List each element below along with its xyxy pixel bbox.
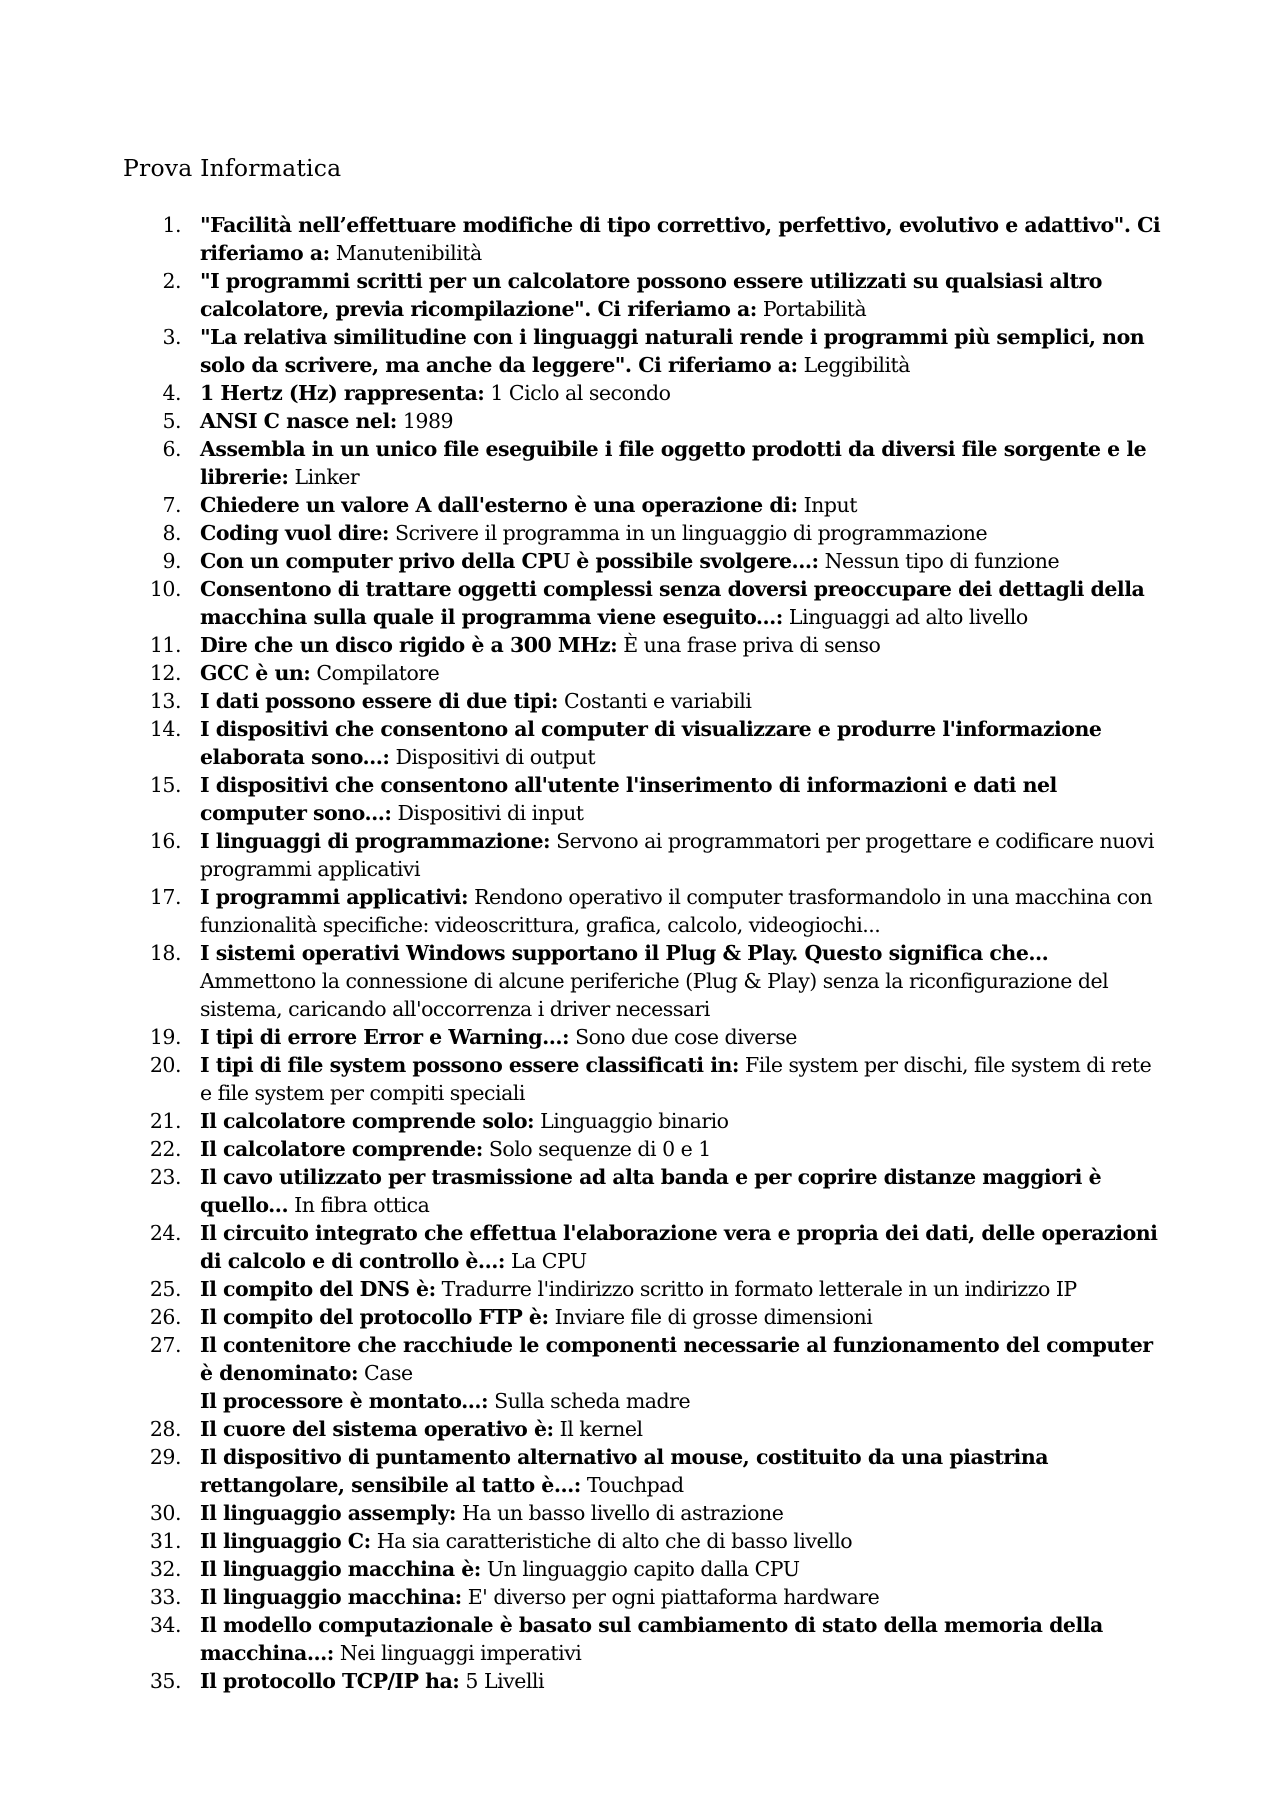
answer-text: Dispositivi di input	[397, 801, 584, 825]
item-number: 23.	[149, 1165, 181, 1189]
list-item	[0, 1051, 1280, 1107]
list-item	[0, 1443, 1280, 1499]
answer-text: Touchpad	[586, 1473, 684, 1497]
question-text: Con un computer privo della CPU è possibile svolgere...:	[200, 549, 819, 573]
question-text: Il linguaggio C:	[200, 1529, 371, 1553]
list-item	[0, 1499, 1280, 1527]
item-number: 16.	[149, 829, 181, 853]
question-text: Il linguaggio assemply:	[200, 1501, 456, 1525]
answer-text: In fibra ottica	[294, 1193, 430, 1217]
answer-text: Linguaggi ad alto livello	[788, 605, 1028, 629]
item-number: 29.	[149, 1445, 181, 1469]
extra-answer-text: Sulla scheda madre	[494, 1389, 691, 1413]
answer-text: Solo sequenze di 0 e 1	[488, 1137, 711, 1161]
list-item	[0, 491, 1280, 519]
answer-text: Rendono operativo il computer trasformandolo in una macchina con funzionalità specifiche: videoscrittura, grafica, calcolo, videogiochi...	[200, 885, 1153, 937]
answer-text: Nessun tipo di funzione	[824, 549, 1060, 573]
item-number: 33.	[149, 1585, 181, 1609]
item-number: 22.	[149, 1137, 181, 1161]
question-text: "Facilità nell’effettuare modifiche di tipo correttivo, perfettivo, evolutivo e adattivo". Ci riferiamo a:	[200, 213, 1161, 265]
list-item	[0, 1275, 1280, 1303]
list-item	[0, 1107, 1280, 1135]
item-number: 21.	[149, 1109, 181, 1133]
extra-line	[200, 1387, 1162, 1415]
item-number: 7.	[162, 493, 181, 517]
answer-text: Costanti e variabili	[564, 689, 752, 713]
question-text: I dispositivi che consentono all'utente l'inserimento di informazioni e dati nel computer sono...:	[200, 773, 1057, 825]
item-number: 28.	[149, 1417, 181, 1441]
answer-text: 5 Livelli	[465, 1669, 545, 1693]
list-item	[0, 631, 1280, 659]
list-item	[0, 211, 1280, 267]
answer-text: Input	[803, 493, 857, 517]
item-number: 2.	[162, 269, 181, 293]
question-text: I sistemi operativi Windows supportano il Plug & Play. Questo significa che...	[200, 941, 1049, 965]
list-item	[0, 715, 1280, 771]
question-text: Chiedere un valore A dall'esterno è una operazione di:	[200, 493, 798, 517]
question-text: Il circuito integrato che effettua l'elaborazione vera e propria dei dati, delle operazioni di calcolo e di controllo è...:	[200, 1221, 1158, 1273]
list-item	[0, 1555, 1280, 1583]
question-text: GCC è un:	[200, 661, 311, 685]
item-number: 25.	[149, 1277, 181, 1301]
answer-text: Linguaggio binario	[540, 1109, 729, 1133]
answer-text: Servono ai programmatori per progettare e codificare nuovi programmi applicativi	[200, 829, 1154, 881]
answer-text: Ha sia caratteristiche di alto che di basso livello	[376, 1529, 853, 1553]
item-number: 15.	[149, 773, 181, 797]
item-number: 11.	[149, 633, 181, 657]
list-item	[0, 379, 1280, 407]
item-number: 4.	[162, 381, 181, 405]
item-number: 31.	[149, 1529, 181, 1553]
answer-text: Compilatore	[316, 661, 440, 685]
item-number: 12.	[149, 661, 181, 685]
item-number: 17.	[149, 885, 181, 909]
item-number: 34.	[149, 1613, 181, 1637]
item-number: 30.	[149, 1501, 181, 1525]
question-text: Il calcolatore comprende solo:	[200, 1109, 535, 1133]
question-text: ANSI C nasce nel:	[200, 409, 397, 433]
question-text: I dati possono essere di due tipi:	[200, 689, 558, 713]
list-item	[0, 1583, 1280, 1611]
item-number: 5.	[162, 409, 181, 433]
answer-text: Un linguaggio capito dalla CPU	[486, 1557, 800, 1581]
list-item	[0, 1527, 1280, 1555]
answer-text: La CPU	[510, 1249, 587, 1273]
list-item	[0, 659, 1280, 687]
item-number: 1.	[162, 213, 181, 237]
question-text: I programmi applicativi:	[200, 885, 469, 909]
question-text: Il dispositivo di puntamento alternativo al mouse, costituito da una piastrina rettangolare, sensibile al tatto è...:	[200, 1445, 1049, 1497]
question-text: Il compito del protocollo FTP è:	[200, 1305, 549, 1329]
answer-text: Portabilità	[762, 297, 867, 321]
answer-text: Il kernel	[559, 1417, 643, 1441]
answer-text: 1989	[402, 409, 454, 433]
item-number: 10.	[149, 577, 181, 601]
document-title: Prova Informatica	[123, 154, 342, 182]
answer-text: Ammettono la connessione di alcune periferiche (Plug & Play) senza la riconfigurazione del sistema, caricando all'occorrenza i driver necessari	[200, 969, 1109, 1021]
answer-text: Tradurre l'indirizzo scritto in formato letterale in un indirizzo IP	[441, 1277, 1077, 1301]
question-text: Il linguaggio macchina è:	[200, 1557, 481, 1581]
question-text: Consentono di trattare oggetti complessi senza doversi preoccupare dei dettagli della macchina sulla quale il programma viene eseguito...:	[200, 577, 1145, 629]
list-item	[0, 1303, 1280, 1331]
answer-text: Leggibilità	[803, 353, 910, 377]
answer-text: Scrivere il programma in un linguaggio di programmazione	[394, 521, 988, 545]
question-text: 1 Hertz (Hz) rappresenta:	[200, 381, 485, 405]
list-item	[0, 547, 1280, 575]
question-text: Il cavo utilizzato per trasmissione ad alta banda e per coprire distanze maggiori è quello...	[200, 1165, 1102, 1217]
list-item	[0, 827, 1280, 883]
item-number: 26.	[149, 1305, 181, 1329]
item-number: 8.	[162, 521, 181, 545]
answer-text: File system per dischi, file system di rete e file system per compiti speciali	[200, 1053, 1152, 1105]
question-text: Il cuore del sistema operativo è:	[200, 1417, 554, 1441]
question-text: Dire che un disco rigido è a 300 MHz:	[200, 633, 618, 657]
answer-text: Inviare file di grosse dimensioni	[554, 1305, 873, 1329]
list-item	[0, 883, 1280, 939]
answer-text: 1 Ciclo al secondo	[490, 381, 671, 405]
item-number: 24.	[149, 1221, 181, 1245]
answer-text: Ha un basso livello di astrazione	[462, 1501, 784, 1525]
list-item	[0, 1135, 1280, 1163]
list-item	[0, 519, 1280, 547]
question-text: I tipi di errore Error e Warning...:	[200, 1025, 570, 1049]
answer-text: Manutenibilità	[335, 241, 482, 265]
list-item	[0, 1415, 1280, 1443]
list-item	[0, 939, 1280, 1023]
question-text: Il modello computazionale è basato sul cambiamento di stato della memoria della macchina...:	[200, 1613, 1103, 1665]
list-item	[0, 1331, 1280, 1415]
answer-text: È una frase priva di senso	[623, 633, 881, 657]
question-text: "I programmi scritti per un calcolatore possono essere utilizzati su qualsiasi altro calcolatore, previa ricompilazione". Ci riferiamo a:	[200, 269, 1102, 321]
question-list	[0, 211, 1280, 1695]
answer-text: E' diverso per ogni piattaforma hardware	[467, 1585, 880, 1609]
list-item	[0, 407, 1280, 435]
list-item	[0, 687, 1280, 715]
item-number: 19.	[149, 1025, 181, 1049]
question-text: Il protocollo TCP/IP ha:	[200, 1669, 460, 1693]
question-text: I linguaggi di programmazione:	[200, 829, 551, 853]
item-number: 3.	[162, 325, 181, 349]
item-number: 35.	[149, 1669, 181, 1693]
item-number: 20.	[149, 1053, 181, 1077]
extra-question-text: Il processore è montato...:	[200, 1389, 489, 1413]
answer-text: Sono due cose diverse	[575, 1025, 797, 1049]
question-text: Coding vuol dire:	[200, 521, 389, 545]
list-item	[0, 267, 1280, 323]
list-item	[0, 575, 1280, 631]
question-text: Il calcolatore comprende:	[200, 1137, 483, 1161]
list-item	[0, 1023, 1280, 1051]
list-item	[0, 1667, 1280, 1695]
question-text: Il linguaggio macchina:	[200, 1585, 462, 1609]
answer-text: Case	[364, 1361, 413, 1385]
question-text: Assembla in un unico file eseguibile i file oggetto prodotti da diversi file sorgente e le librerie:	[200, 437, 1147, 489]
list-item	[0, 1611, 1280, 1667]
list-item	[0, 1163, 1280, 1219]
list-item	[0, 1219, 1280, 1275]
item-number: 13.	[149, 689, 181, 713]
answer-text: Linker	[294, 465, 360, 489]
question-text: I tipi di file system possono essere classificati in:	[200, 1053, 739, 1077]
item-number: 9.	[162, 549, 181, 573]
item-number: 6.	[162, 437, 181, 461]
item-number: 27.	[149, 1333, 181, 1357]
list-item	[0, 435, 1280, 491]
question-text: Il contenitore che racchiude le componenti necessarie al funzionamento del computer è denominato:	[200, 1333, 1153, 1385]
answer-text: Nei linguaggi imperativi	[339, 1641, 582, 1665]
question-text: I dispositivi che consentono al computer di visualizzare e produrre l'informazione elaborata sono...:	[200, 717, 1102, 769]
list-item	[0, 771, 1280, 827]
list-item	[0, 323, 1280, 379]
question-text: Il compito del DNS è:	[200, 1277, 436, 1301]
question-text: "La relativa similitudine con i linguaggi naturali rende i programmi più semplici, non solo da scrivere, ma anche da leggere". Ci riferiamo a:	[200, 325, 1145, 377]
answer-text: Dispositivi di output	[395, 745, 596, 769]
item-number: 14.	[149, 717, 181, 741]
item-number: 18.	[149, 941, 181, 965]
item-number: 32.	[149, 1557, 181, 1581]
